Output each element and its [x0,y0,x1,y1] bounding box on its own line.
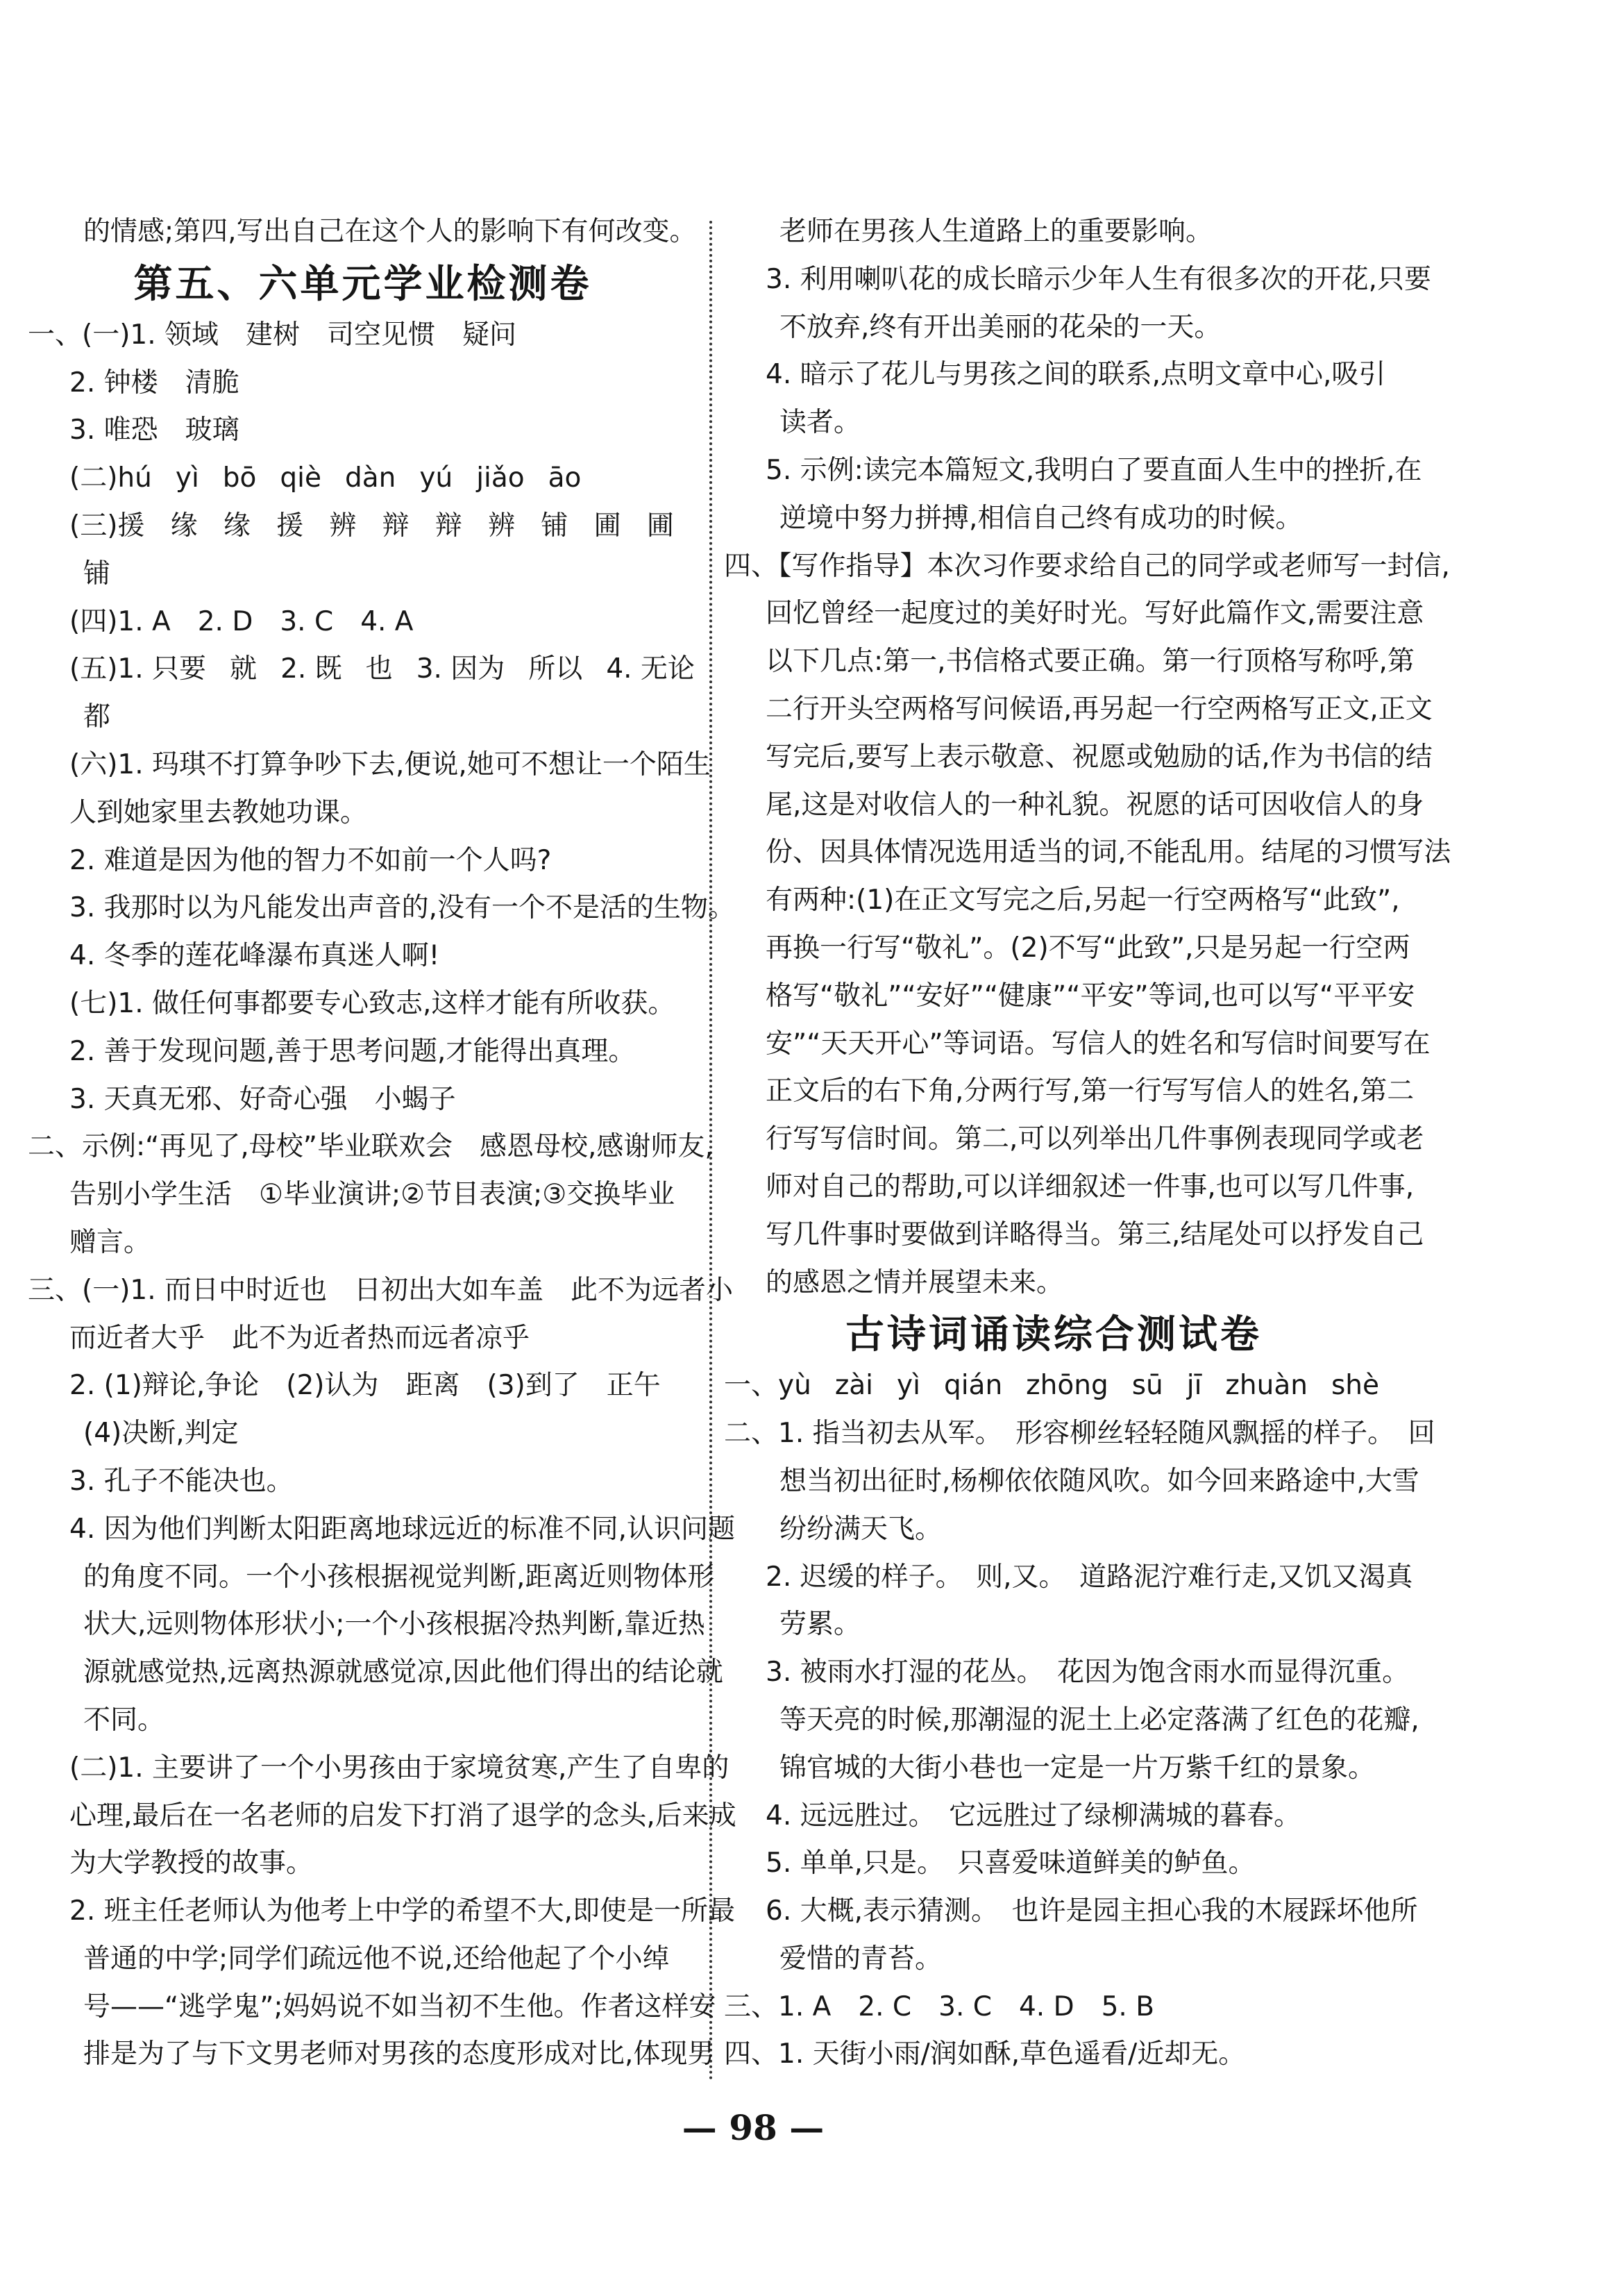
answer-line [724,1745,1383,1793]
answer-line [28,1984,716,2031]
answer-line [724,734,1433,782]
answer-text: 劳累。 [779,1609,861,1641]
answer-line [724,1888,1418,1936]
answer-line [724,1116,1424,1164]
answer-text: 格写“敬礼”“安好”“健康”“平安”等词,也可以写“平平安 [766,980,1415,1012]
answer-text: 有两种:(1)在正文写完之后,另起一行空两格写“此致”, [766,885,1400,916]
answer-line [724,638,1415,686]
section-title: 第五、六单元学业检测卷 [133,260,592,307]
answer-text: 的情感;第四,写出自己在这个人的影响下有何改变。 [83,216,697,247]
answer-line [724,590,1424,638]
answer-line [724,399,1383,447]
answer-text: 3. 孔子不能决也。 [69,1465,294,1497]
answer-line [28,1936,698,1984]
answer-text: 不同。 [83,1704,165,1736]
answer-line [28,208,698,256]
answer-item: 圃 [593,510,621,542]
answer-line [28,503,698,551]
answer-line [28,646,698,694]
answer-text: 3. 唯恐 玻璃 [69,414,239,446]
answer-text: 4. 远远胜过。 它远胜过了绿柳满城的暮春。 [766,1800,1301,1832]
answer-line [724,1259,1383,1307]
answer-text: 4. 因为他们判断太阳距离地球远近的标准不同,认识问题 [69,1513,736,1545]
answer-text: 正文后的右下角,分两行写,第一行写写信人的姓名,第二 [766,1075,1415,1107]
answer-item: bō [222,462,257,494]
answer-text: 二、示例:“再见了,母校”毕业联欢会 感恩母校,感谢师友, [28,1131,714,1163]
answer-line [28,551,698,598]
answer-item: qián [943,1370,1003,1402]
answer-text: (4)决断,判定 [83,1418,239,1450]
answer-text: 3. 天真无邪、好奇心强 小蝎子 [69,1083,456,1115]
answer-text: 安”“天天开心”等词语。写信人的姓名和写信时间要写在 [766,1028,1431,1059]
answer-item: 辨 [329,510,357,542]
answer-text: 的感恩之情并展望未来。 [766,1266,1064,1298]
section-title: 古诗词诵读综合测试卷 [845,1312,1262,1358]
answer-item: 就 [230,653,258,685]
answer-line [724,1458,1419,1506]
answer-line [724,1506,1383,1554]
answer-text: 四、1. 天街小雨/润如酥,草色遥看/近却无。 [724,2038,1246,2070]
answer-line [724,208,1383,256]
left-column [28,208,736,2079]
answer-text: (六)1. 玛琪不打算争吵下去,便说,她可不想让一个陌生 [69,748,711,780]
answer-line [28,694,698,741]
page-number: — 98 — [682,2107,825,2148]
answer-text: 状大,远则物体形状小;一个小孩根据冷热判断,靠近热 [83,1609,705,1641]
answer-text: 排是为了与下文男老师对男孩的态度形成对比,体现男 [83,2038,715,2070]
answer-line [28,932,698,980]
answer-text: 逆境中努力拼搏,相信自己终有成功的时候。 [779,502,1303,534]
answer-line [28,1267,734,1315]
answer-item: 3. 因为 [416,653,505,685]
answer-text: 2. 钟楼 清脆 [69,367,239,399]
answer-line [28,1745,729,1793]
answer-text: 读者。 [779,407,861,439]
answer-text: 一、(一)1. 领域 建树 司空见惯 疑问 [28,319,517,351]
answer-line [28,1362,698,1410]
answer-text: 份、因具体情况选用适当的词,不能乱用。结尾的习惯写法 [766,837,1451,869]
answer-text: 而近者大乎 此不为近者热而远者凉乎 [69,1322,530,1354]
answer-text: 老师在男孩人生道路上的重要影响。 [779,216,1213,247]
answer-line [724,877,1400,925]
answer-line [28,1601,705,1649]
answer-line [724,782,1424,830]
answer-item: yú [419,462,453,494]
answer-text: 二、1. 指当初去从军。 形容柳丝轻轻随风飘摇的样子。 回 [724,1418,1435,1450]
answer-text: 锦官城的大街小巷也一定是一片万紫千红的景象。 [779,1752,1376,1784]
answer-item: 2. 既 [280,653,342,685]
answer-text: 等天亮的时候,那潮湿的泥土上必定落满了红色的花瓣, [779,1704,1419,1736]
answer-text: 5. 单单,只是。 只喜爱味道鲜美的鲈鱼。 [766,1847,1256,1879]
answer-item: sū [1131,1370,1163,1402]
answer-line [28,1315,698,1363]
answer-item: zhōng [1026,1370,1108,1402]
answer-item: 缘 [170,510,198,542]
answer-text: 写完后,要写上表示敬意、祝愿或勉励的话,作为书信的结 [766,741,1433,773]
answer-item: yì [175,462,199,494]
answer-line [28,837,698,885]
answer-text: (七)1. 做任何事都要专心致志,这样才能有所收获。 [69,987,675,1019]
answer-line [28,1506,736,1554]
answer-text: 源就感觉热,远离热源就感觉凉,因此他们得出的结论就 [83,1657,723,1689]
answer-text: 4. 暗示了花儿与男孩之间的联系,点明文章中心,吸引 [766,359,1386,391]
answer-line [724,2031,1383,2079]
answer-line [28,1123,714,1171]
answer-line [28,598,698,646]
answer-line [724,829,1451,877]
answer-text: 告别小学生活 ①毕业演讲;②节目表演;③交换毕业 [69,1179,675,1211]
answer-item: jiǎo [476,462,525,494]
answer-item: qiè [280,462,322,494]
answer-item: (五)1. 只要 [69,653,207,685]
answer-line [724,1021,1431,1069]
answer-line [724,1068,1415,1116]
answer-text: 心理,最后在一名老师的启发下打消了退学的念头,后来成 [69,1800,736,1832]
answer-text: 5. 示例:读完本篇短文,我明白了要直面人生中的挫折,在 [766,454,1422,486]
answer-text: 三、1. A 2. C 3. C 4. D 5. B [724,1991,1154,2022]
answer-item: 圃 [646,510,674,542]
answer-line [724,1554,1413,1602]
answer-line [28,1076,698,1124]
answer-line [724,1840,1383,1888]
answer-line [724,447,1422,495]
answer-line [724,1164,1415,1212]
answer-line [28,1649,723,1697]
answer-line [724,1410,1435,1458]
answer-text: 3. 我那时以为凡能发出声音的,没有一个不是活的生物。 [69,892,736,924]
answer-text: (四)1. A 2. D 3. C 4. A [69,605,414,637]
answer-text: 再换一行写“敬礼”。(2)不写“此致”,只是另起一行空两 [766,932,1410,964]
answer-line [28,360,698,408]
answer-text: 3. 被雨水打湿的花丛。 花因为饱含雨水而显得沉重。 [766,1657,1410,1689]
answer-line [28,455,698,503]
answer-line [28,1458,698,1506]
answer-text: 写几件事时要做到详略得当。第三,结尾处可以抒发自己 [766,1218,1424,1250]
answer-text: 6. 大概,表示猜测。 也许是园主担心我的木屐踩坏他所 [766,1895,1418,1927]
answer-line [724,925,1410,973]
answer-line [28,741,711,789]
answer-item: 辩 [382,510,410,542]
answer-line [724,495,1383,543]
answer-line [724,686,1433,734]
answer-line [724,1793,1383,1841]
answer-item: 一、yù [724,1370,811,1402]
answer-line [724,1649,1410,1697]
answer-item: 缘 [223,510,251,542]
answer-line [724,351,1386,399]
answer-text: 为大学教授的故事。 [69,1847,314,1879]
answer-item: dàn [345,462,396,494]
answer-line [724,1212,1424,1259]
answer-line [724,256,1432,304]
answer-text: 3. 利用喇叭花的成长暗示少年人生有很多次的开花,只要 [766,263,1432,295]
answer-text: (二)1. 主要讲了一个小男孩由于家境贫寒,产生了自卑的 [69,1752,729,1784]
answer-text: 普通的中学;同学们疏远他不说,还给他起了个小绰 [83,1943,670,1975]
answer-line [724,543,1450,591]
answer-text: 二行开头空两格写问候语,再另起一行空两格写正文,正文 [766,693,1433,725]
answer-text: 师对自己的帮助,可以详细叙述一件事,也可以写几件事, [766,1171,1415,1203]
answer-text: 不放弃,终有开出美丽的花朵的一天。 [779,311,1222,343]
right-column [724,208,1451,2079]
answer-text: 尾,这是对收信人的一种礼貌。祝愿的话可因收信人的身 [766,789,1424,821]
answer-line [28,885,736,932]
answer-line [724,1984,1383,2031]
answer-item: zài [834,1370,874,1402]
answer-line [28,1888,736,1936]
answer-text: 爱惜的青苔。 [779,1943,943,1975]
answer-item: 铺 [541,510,568,542]
answer-item: 援 [276,510,304,542]
answer-line [28,1028,698,1076]
answer-text: 人到她家里去教她功课。 [69,796,368,828]
answer-item: zhuàn [1225,1370,1308,1402]
answer-item: shè [1331,1370,1379,1402]
answer-text: 2. (1)辩论,争论 (2)认为 距离 (3)到了 正午 [69,1370,661,1402]
answer-line [28,1219,698,1267]
answer-text: 都 [83,701,111,733]
answer-line [28,980,698,1028]
answer-text: 三、(一)1. 而日中时近也 日初出大如车盖 此不为远者小 [28,1274,734,1306]
answer-text: 4. 冬季的莲花峰瀑布真迷人啊! [69,940,440,972]
answer-text: 2. 班主任老师认为他考上中学的希望不大,即使是一所最 [69,1895,736,1927]
answer-text: 赠言。 [69,1226,151,1258]
answer-text: 四、【写作指导】本次习作要求给自己的同学或老师写一封信, [724,550,1450,582]
answer-item: 辨 [488,510,516,542]
answer-item: āo [548,462,582,494]
answer-line [28,789,698,837]
answer-text: 的角度不同。一个小孩根据视觉判断,距离近则物体形 [83,1561,715,1593]
answer-item: 也 [365,653,393,685]
answer-line [724,1936,1383,1984]
answer-text: 2. 难道是因为他的智力不如前一个人吗? [69,844,552,876]
answer-text: 号——“逃学鬼”;妈妈说不如当初不生他。作者这样安 [83,1991,716,2022]
answer-text: 2. 善于发现问题,善于思考问题,才能得出真理。 [69,1035,636,1067]
page-number-value: 98 [729,2107,777,2148]
answer-text: 以下几点:第一,书信格式要正确。第一行顶格写称呼,第 [766,646,1415,678]
answer-text: 回忆曾经一起度过的美好时光。写好此篇作文,需要注意 [766,598,1424,630]
answer-line [724,1601,1383,1649]
answer-line [724,1697,1419,1745]
answer-line [28,1171,698,1219]
answer-text: 铺 [83,558,111,589]
answer-item: 辩 [435,510,462,542]
answer-text: 想当初出征时,杨柳依依随风吹。如今回来路途中,大雪 [779,1465,1419,1497]
answer-line [28,1840,698,1888]
answer-item: jī [1186,1370,1202,1402]
answer-text: 纷纷满天飞。 [779,1513,943,1545]
answer-line [28,407,698,455]
answer-item: (三)援 [69,510,145,542]
answer-text: 行写写信时间。第二,可以列举出几件事例表现同学或老 [766,1123,1424,1155]
answer-line [724,304,1383,352]
answer-line [724,1362,1383,1410]
answer-line [28,2031,715,2079]
answer-text: 2. 迟缓的样子。 则,又。 道路泥泞难行走,又饥又渴真 [766,1561,1413,1593]
answer-line [28,1793,736,1841]
answer-line [28,1410,698,1458]
answer-item: 4. 无论 [606,653,695,685]
answer-line [28,1697,698,1745]
answer-item: yì [897,1370,920,1402]
answer-line [28,1554,715,1602]
answer-line [724,973,1415,1021]
answer-item: (二)hú [69,462,152,494]
answer-item: 所以 [528,653,583,685]
answer-line [28,312,698,360]
